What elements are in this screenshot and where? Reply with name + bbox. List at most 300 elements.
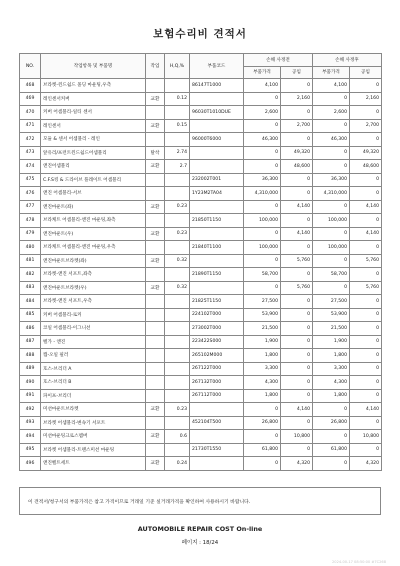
part-name: 호스-브리더 A bbox=[41, 362, 146, 376]
after-labor: 0 bbox=[350, 187, 382, 201]
work-type bbox=[146, 106, 165, 120]
table-row bbox=[20, 133, 382, 147]
part-name: 커버 어셈블리-일티 센서 bbox=[41, 106, 146, 120]
before-labor: 10,800 bbox=[281, 430, 313, 444]
after-part-price: 0 bbox=[313, 281, 350, 295]
work-type: 교환 bbox=[146, 254, 165, 268]
before-labor: 2,160 bbox=[281, 92, 313, 106]
part-code bbox=[190, 457, 244, 471]
after-labor: 0 bbox=[350, 308, 382, 322]
table-row bbox=[20, 119, 382, 133]
row-no: 487 bbox=[20, 335, 41, 349]
header-after-part-price: 부품가격 bbox=[313, 66, 350, 79]
part-name: 브라켓 어셈블리-변속기 서포트 bbox=[41, 416, 146, 430]
table-row bbox=[20, 187, 382, 201]
part-code: 96000T6000 bbox=[190, 133, 244, 147]
part-name: 브라켓 어셈블리-트랜스미션 마운팅 bbox=[41, 443, 146, 457]
table-row bbox=[20, 241, 382, 255]
part-code: 265102M000 bbox=[190, 349, 244, 363]
table-row bbox=[20, 295, 382, 309]
row-no: 468 bbox=[20, 79, 41, 93]
row-no: 475 bbox=[20, 173, 41, 187]
before-part-price: 0 bbox=[244, 457, 281, 471]
part-name: 앤진마운트(우) bbox=[41, 227, 146, 241]
header-no: NO. bbox=[20, 54, 41, 79]
before-part-price: 0 bbox=[244, 227, 281, 241]
before-labor: 4,140 bbox=[281, 227, 313, 241]
part-code: 21890T1150 bbox=[190, 268, 244, 282]
before-part-price: 4,100 bbox=[244, 79, 281, 93]
row-no: 469 bbox=[20, 92, 41, 106]
table-row bbox=[20, 349, 382, 363]
after-labor: 0 bbox=[350, 443, 382, 457]
after-part-price: 1,900 bbox=[313, 335, 350, 349]
part-code bbox=[190, 430, 244, 444]
page-number: 페이지 : 18/24 bbox=[181, 540, 219, 546]
after-labor: 0 bbox=[350, 389, 382, 403]
part-code bbox=[190, 254, 244, 268]
table-row bbox=[20, 335, 382, 349]
part-code: 232002T001 bbox=[190, 173, 244, 187]
row-no: 496 bbox=[20, 457, 41, 471]
table-row bbox=[20, 254, 382, 268]
after-labor: 0 bbox=[350, 335, 382, 349]
work-type: 교환 bbox=[146, 92, 165, 106]
after-labor: 0 bbox=[350, 295, 382, 309]
work-type bbox=[146, 187, 165, 201]
work-type bbox=[146, 308, 165, 322]
row-no: 490 bbox=[20, 376, 41, 390]
before-part-price: 100,000 bbox=[244, 214, 281, 228]
table-row bbox=[20, 268, 382, 282]
document-title: 보험수리비 견적서 bbox=[153, 28, 247, 40]
part-code: 21850T1150 bbox=[190, 214, 244, 228]
part-code bbox=[190, 160, 244, 174]
row-no: 478 bbox=[20, 214, 41, 228]
table-row bbox=[20, 214, 382, 228]
before-part-price: 58,700 bbox=[244, 268, 281, 282]
hq-value bbox=[165, 173, 190, 187]
table-row bbox=[20, 416, 382, 430]
before-part-price: 61,800 bbox=[244, 443, 281, 457]
table-row bbox=[20, 200, 382, 214]
table-row bbox=[20, 322, 382, 336]
after-labor: 5,760 bbox=[350, 281, 382, 295]
part-name: 앞유리/프런트윈드쉴드어셈블리 bbox=[41, 146, 146, 160]
row-no: 495 bbox=[20, 443, 41, 457]
row-no: 474 bbox=[20, 160, 41, 174]
after-part-price: 27,500 bbox=[313, 295, 350, 309]
part-name: 앤진마운트브라켓(우) bbox=[41, 281, 146, 295]
part-code: 96030T1010DUE bbox=[190, 106, 244, 120]
work-type: 교환 bbox=[146, 119, 165, 133]
header-part-code: 부품코드 bbox=[190, 54, 244, 79]
part-code: 1Y23M2TA04 bbox=[190, 187, 244, 201]
table-row bbox=[20, 389, 382, 403]
before-labor: 4,320 bbox=[281, 457, 313, 471]
footer-title: AUTOMOBILE REPAIR COST On-line bbox=[137, 525, 263, 533]
before-labor: 0 bbox=[281, 362, 313, 376]
table-row bbox=[20, 79, 382, 93]
after-labor: 10,800 bbox=[350, 430, 382, 444]
before-labor: 0 bbox=[281, 335, 313, 349]
before-labor: 0 bbox=[281, 295, 313, 309]
hq-value: 2.7 bbox=[165, 160, 190, 174]
after-labor: 0 bbox=[350, 268, 382, 282]
part-name: 브라켓-앤진 서포트,우측 bbox=[41, 295, 146, 309]
before-labor: 0 bbox=[281, 443, 313, 457]
part-code: 267132T000 bbox=[190, 376, 244, 390]
row-no: 489 bbox=[20, 362, 41, 376]
work-type bbox=[146, 389, 165, 403]
before-labor: 48,600 bbox=[281, 160, 313, 174]
after-part-price: 61,800 bbox=[313, 443, 350, 457]
table-row bbox=[20, 430, 382, 444]
before-part-price: 0 bbox=[244, 281, 281, 295]
before-part-price: 0 bbox=[244, 403, 281, 417]
work-type bbox=[146, 416, 165, 430]
after-part-price: 21,500 bbox=[313, 322, 350, 336]
part-code bbox=[190, 200, 244, 214]
row-no: 480 bbox=[20, 241, 41, 255]
after-labor: 0 bbox=[350, 173, 382, 187]
before-labor: 0 bbox=[281, 349, 313, 363]
price-notice: 이 견적서/청구서의 부품가격은 참고 가격이므로 거래일 기준 실거래가격을 확인하여 사용하시기 바랍니다. bbox=[19, 487, 381, 515]
after-part-price: 1,800 bbox=[313, 349, 350, 363]
part-code bbox=[190, 227, 244, 241]
part-name: 브라케트 어셈블리-앤진 마운팅,좌측 bbox=[41, 214, 146, 228]
work-type: 교환 bbox=[146, 403, 165, 417]
before-part-price: 0 bbox=[244, 430, 281, 444]
before-labor: 0 bbox=[281, 106, 313, 120]
before-part-price: 2,600 bbox=[244, 106, 281, 120]
work-type: 교환 bbox=[146, 430, 165, 444]
hq-value bbox=[165, 106, 190, 120]
before-labor: 0 bbox=[281, 214, 313, 228]
work-type bbox=[146, 214, 165, 228]
before-part-price: 46,300 bbox=[244, 133, 281, 147]
after-labor: 4,140 bbox=[350, 200, 382, 214]
after-part-price: 58,700 bbox=[313, 268, 350, 282]
before-labor: 49,320 bbox=[281, 146, 313, 160]
work-type bbox=[146, 335, 165, 349]
before-labor: 0 bbox=[281, 241, 313, 255]
print-timestamp: 2024-00-17 08:50:00 #7C268 bbox=[332, 560, 386, 564]
after-part-price: 0 bbox=[313, 403, 350, 417]
part-code: 452104T500 bbox=[190, 416, 244, 430]
part-code: 21840T1100 bbox=[190, 241, 244, 255]
before-part-price: 0 bbox=[244, 254, 281, 268]
hq-value bbox=[165, 241, 190, 255]
hq-value bbox=[165, 335, 190, 349]
after-labor: 49,320 bbox=[350, 146, 382, 160]
before-part-price: 36,300 bbox=[244, 173, 281, 187]
part-name: 앤진마운트(좌) bbox=[41, 200, 146, 214]
table-row bbox=[20, 362, 382, 376]
after-part-price: 53,900 bbox=[313, 308, 350, 322]
after-labor: 0 bbox=[350, 133, 382, 147]
after-labor: 0 bbox=[350, 322, 382, 336]
header-work: 작업 bbox=[146, 54, 165, 79]
part-code: 273002T000 bbox=[190, 322, 244, 336]
row-no: 476 bbox=[20, 187, 41, 201]
part-name: 앤진어셈블리 bbox=[41, 160, 146, 174]
hq-value: 2.74 bbox=[165, 146, 190, 160]
after-part-price: 0 bbox=[313, 92, 350, 106]
before-labor: 0 bbox=[281, 322, 313, 336]
hq-value bbox=[165, 362, 190, 376]
part-name: C.F.S킹 & 드라이브 플레이트 어셈블리 bbox=[41, 173, 146, 187]
after-part-price: 0 bbox=[313, 227, 350, 241]
work-type: 교환 bbox=[146, 457, 165, 471]
after-labor: 0 bbox=[350, 79, 382, 93]
row-no: 494 bbox=[20, 430, 41, 444]
part-code bbox=[190, 92, 244, 106]
after-part-price: 0 bbox=[313, 457, 350, 471]
after-part-price: 4,310,000 bbox=[313, 187, 350, 201]
after-labor: 0 bbox=[350, 241, 382, 255]
after-part-price: 36,300 bbox=[313, 173, 350, 187]
part-name: 레인센서커버 bbox=[41, 92, 146, 106]
hq-value bbox=[165, 376, 190, 390]
hq-value bbox=[165, 416, 190, 430]
table-row bbox=[20, 403, 382, 417]
before-part-price: 0 bbox=[244, 146, 281, 160]
work-type bbox=[146, 295, 165, 309]
before-part-price: 100,000 bbox=[244, 241, 281, 255]
after-part-price: 4,300 bbox=[313, 376, 350, 390]
before-labor: 0 bbox=[281, 268, 313, 282]
after-labor: 0 bbox=[350, 106, 382, 120]
part-name: 레인센서 bbox=[41, 119, 146, 133]
row-no: 479 bbox=[20, 227, 41, 241]
before-part-price: 1,800 bbox=[244, 389, 281, 403]
row-no: 481 bbox=[20, 254, 41, 268]
part-name: 미션마운팅크로스멤버 bbox=[41, 430, 146, 444]
after-part-price: 0 bbox=[313, 430, 350, 444]
before-part-price: 3,300 bbox=[244, 362, 281, 376]
table-row bbox=[20, 160, 382, 174]
hq-value: 0.23 bbox=[165, 200, 190, 214]
after-labor: 0 bbox=[350, 416, 382, 430]
part-code: 267112T000 bbox=[190, 389, 244, 403]
work-type: 교환 bbox=[146, 227, 165, 241]
after-labor: 0 bbox=[350, 214, 382, 228]
before-part-price: 0 bbox=[244, 119, 281, 133]
hq-value bbox=[165, 79, 190, 93]
part-name: 앤진벨트세트 bbox=[41, 457, 146, 471]
before-labor: 5,760 bbox=[281, 281, 313, 295]
part-code bbox=[190, 119, 244, 133]
part-name: 모듈 & 센서 어셈블리 - 레인 bbox=[41, 133, 146, 147]
table-row bbox=[20, 443, 382, 457]
header-before-labor: 공임 bbox=[281, 66, 313, 79]
hq-value: 0.23 bbox=[165, 403, 190, 417]
row-no: 483 bbox=[20, 281, 41, 295]
header-hq: H,Q,% bbox=[165, 54, 190, 79]
before-labor: 0 bbox=[281, 79, 313, 93]
part-name: 호스-브리더 B bbox=[41, 376, 146, 390]
header-before-assessment: 손해 사정전 bbox=[244, 54, 313, 67]
table-row bbox=[20, 146, 382, 160]
before-part-price: 53,900 bbox=[244, 308, 281, 322]
table-row bbox=[20, 457, 382, 471]
before-part-price: 4,300 bbox=[244, 376, 281, 390]
hq-value: 0.6 bbox=[165, 430, 190, 444]
work-type: 교환 bbox=[146, 160, 165, 174]
part-code: 86147T1000 bbox=[190, 79, 244, 93]
after-part-price: 1,800 bbox=[313, 389, 350, 403]
header-after-assessment: 손해 사정후 bbox=[313, 54, 382, 67]
header-after-labor: 공임 bbox=[350, 66, 382, 79]
after-part-price: 3,300 bbox=[313, 362, 350, 376]
after-part-price: 46,300 bbox=[313, 133, 350, 147]
before-labor: 0 bbox=[281, 389, 313, 403]
before-labor: 0 bbox=[281, 187, 313, 201]
row-no: 485 bbox=[20, 308, 41, 322]
part-code bbox=[190, 281, 244, 295]
before-labor: 0 bbox=[281, 416, 313, 430]
work-type bbox=[146, 376, 165, 390]
table-row bbox=[20, 227, 382, 241]
hq-value bbox=[165, 389, 190, 403]
before-labor: 4,140 bbox=[281, 200, 313, 214]
hq-value: 0.12 bbox=[165, 92, 190, 106]
estimate-table bbox=[19, 53, 382, 471]
before-part-price: 0 bbox=[244, 92, 281, 106]
work-type bbox=[146, 322, 165, 336]
before-part-price: 1,800 bbox=[244, 349, 281, 363]
work-type: 교환 bbox=[146, 200, 165, 214]
row-no: 491 bbox=[20, 389, 41, 403]
row-no: 471 bbox=[20, 119, 41, 133]
part-name: 벨가 - 앤진 bbox=[41, 335, 146, 349]
before-labor: 0 bbox=[281, 173, 313, 187]
header-part-name: 작업항목 및 부품명 bbox=[41, 54, 146, 79]
after-part-price: 4,100 bbox=[313, 79, 350, 93]
before-part-price: 0 bbox=[244, 200, 281, 214]
after-part-price: 0 bbox=[313, 146, 350, 160]
row-no: 473 bbox=[20, 146, 41, 160]
hq-value bbox=[165, 349, 190, 363]
hq-value: 0.24 bbox=[165, 457, 190, 471]
estimate-rows bbox=[20, 79, 382, 471]
before-part-price: 26,800 bbox=[244, 416, 281, 430]
table-row bbox=[20, 106, 382, 120]
after-part-price: 26,800 bbox=[313, 416, 350, 430]
part-name: 미션마운트브라켓 bbox=[41, 403, 146, 417]
row-no: 488 bbox=[20, 349, 41, 363]
after-part-price: 0 bbox=[313, 254, 350, 268]
table-row bbox=[20, 308, 382, 322]
part-name: 브라케트 어셈블리-앤진 마운팅,우측 bbox=[41, 241, 146, 255]
table-row bbox=[20, 173, 382, 187]
before-part-price: 27,500 bbox=[244, 295, 281, 309]
work-type: 교환 bbox=[146, 281, 165, 295]
before-labor: 2,700 bbox=[281, 119, 313, 133]
work-type bbox=[146, 79, 165, 93]
after-labor: 4,140 bbox=[350, 403, 382, 417]
work-type bbox=[146, 362, 165, 376]
after-labor: 48,600 bbox=[350, 160, 382, 174]
part-code: 21825T1150 bbox=[190, 295, 244, 309]
after-part-price: 0 bbox=[313, 160, 350, 174]
hq-value bbox=[165, 322, 190, 336]
part-name: 앤진마운트브라켓(좌) bbox=[41, 254, 146, 268]
part-code: 223422S000 bbox=[190, 335, 244, 349]
work-type bbox=[146, 443, 165, 457]
part-code: 267122T000 bbox=[190, 362, 244, 376]
before-part-price: 0 bbox=[244, 160, 281, 174]
row-no: 484 bbox=[20, 295, 41, 309]
part-code bbox=[190, 146, 244, 160]
work-type bbox=[146, 173, 165, 187]
hq-value bbox=[165, 214, 190, 228]
before-labor: 0 bbox=[281, 133, 313, 147]
work-type bbox=[146, 241, 165, 255]
part-code: 224102T000 bbox=[190, 308, 244, 322]
work-type bbox=[146, 349, 165, 363]
hq-value bbox=[165, 133, 190, 147]
hq-value: 0.23 bbox=[165, 227, 190, 241]
table-row bbox=[20, 281, 382, 295]
hq-value: 0.32 bbox=[165, 281, 190, 295]
after-labor: 2,700 bbox=[350, 119, 382, 133]
hq-value bbox=[165, 268, 190, 282]
after-labor: 5,760 bbox=[350, 254, 382, 268]
part-name: 캡-오일 필러 bbox=[41, 349, 146, 363]
part-name: 브라켓-윈드쉴드 몰딩 마운팅,우측 bbox=[41, 79, 146, 93]
hq-value: 0.15 bbox=[165, 119, 190, 133]
part-code: 21730T1550 bbox=[190, 443, 244, 457]
before-labor: 0 bbox=[281, 376, 313, 390]
after-part-price: 100,000 bbox=[313, 214, 350, 228]
before-part-price: 21,500 bbox=[244, 322, 281, 336]
work-type bbox=[146, 268, 165, 282]
row-no: 486 bbox=[20, 322, 41, 336]
before-part-price: 4,310,000 bbox=[244, 187, 281, 201]
before-part-price: 1,900 bbox=[244, 335, 281, 349]
work-type: 탈착 bbox=[146, 146, 165, 160]
hq-value bbox=[165, 187, 190, 201]
after-labor: 0 bbox=[350, 362, 382, 376]
part-code bbox=[190, 403, 244, 417]
table-row bbox=[20, 376, 382, 390]
after-part-price: 2,600 bbox=[313, 106, 350, 120]
header-before-part-price: 부품가격 bbox=[244, 66, 281, 79]
row-no: 470 bbox=[20, 106, 41, 120]
hq-value bbox=[165, 308, 190, 322]
work-type bbox=[146, 133, 165, 147]
after-labor: 4,320 bbox=[350, 457, 382, 471]
table-row bbox=[20, 92, 382, 106]
after-labor: 0 bbox=[350, 349, 382, 363]
after-part-price: 100,000 bbox=[313, 241, 350, 255]
after-part-price: 0 bbox=[313, 200, 350, 214]
hq-value: 0.32 bbox=[165, 254, 190, 268]
part-name: 브라켓-앤진 서포트,좌측 bbox=[41, 268, 146, 282]
row-no: 493 bbox=[20, 416, 41, 430]
part-name: 커버 어셈블리-로커 bbox=[41, 308, 146, 322]
row-no: 472 bbox=[20, 133, 41, 147]
before-labor: 5,760 bbox=[281, 254, 313, 268]
after-labor: 4,140 bbox=[350, 227, 382, 241]
row-no: 477 bbox=[20, 200, 41, 214]
part-name: 앤진 어셈블리-서브 bbox=[41, 187, 146, 201]
after-labor: 2,160 bbox=[350, 92, 382, 106]
hq-value bbox=[165, 443, 190, 457]
after-part-price: 0 bbox=[313, 119, 350, 133]
